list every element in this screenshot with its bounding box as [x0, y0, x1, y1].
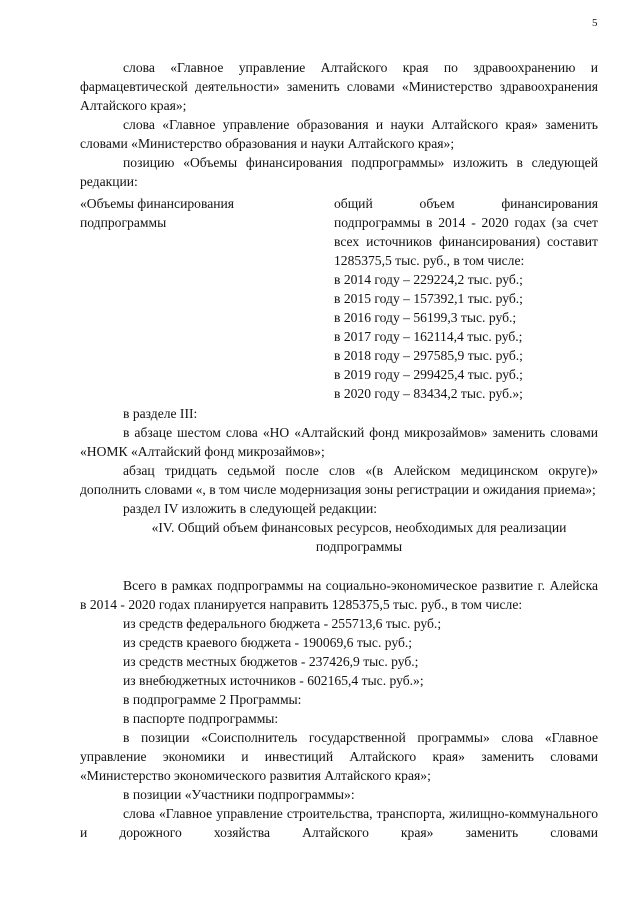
paragraph: Всего в рамках подпрограммы на социально-экономическое развитие г. Алейска в 2014 - 2020 годах планируется направить 1285375,5 тыс. руб., в том числе: [80, 578, 598, 612]
year-line: в 2020 году – 83434,2 тыс. руб.»; [334, 386, 523, 401]
source-line: из средств краевого бюджета - 190069,6 тыс. руб.; [123, 635, 413, 650]
paragraph: слова «Главное управление Алтайского края по здравоохранению и фармацевтической деятельности» заменить словами «Министерство здравоохранения Алтайского края»; [80, 60, 598, 113]
table-intro: общий объем финансирования подпрограммы в 2014 - 2020 годах (за счет всех источников финансирования) составит 1285375,5 тыс. руб., в том числе: [334, 196, 598, 268]
paragraph: позицию «Объемы финансирования подпрограммы» изложить в следующей редакции: [80, 155, 598, 189]
paragraph: в абзаце шестом слова «НО «Алтайский фонд микрозаймов» заменить словами «НОМК «Алтайский фонд микрозаймов»; [80, 425, 598, 459]
document-body [80, 58, 598, 842]
year-line: в 2018 году – 297585,9 тыс. руб.; [334, 348, 523, 363]
paragraph: абзац тридцать седьмой после слов «(в Алейском медицинском округе)» дополнить словами «, в том числе модернизация зоны регистрации и ожидания приема»; [80, 463, 598, 497]
spacer [80, 556, 598, 576]
paragraph: в подпрограмме 2 Программы: [123, 692, 302, 707]
paragraph: в позиции «Соисполнитель государственной программы» слова «Главное управление экономики и инвестиций Алтайского края» заменить словами «Министерство экономического развития Алтайского края»; [80, 730, 598, 783]
year-line: в 2014 году – 229224,2 тыс. руб.; [334, 272, 523, 287]
page-number: 5 [592, 17, 598, 29]
source-line: из внебюджетных источников - 602165,4 тыс. руб.»; [123, 673, 424, 688]
financing-table [80, 194, 598, 403]
year-line: в 2019 году – 299425,4 тыс. руб.; [334, 367, 523, 382]
source-line: из средств местных бюджетов - 237426,9 тыс. руб.; [123, 654, 419, 669]
paragraph: в позиции «Участники подпрограммы»: [123, 787, 355, 802]
section-heading: «IV. Общий объем финансовых ресурсов, необходимых для реализации подпрограммы [151, 520, 567, 554]
year-line: в 2016 году – 56199,3 тыс. руб.; [334, 310, 517, 325]
paragraph: слова «Главное управление строительства, транспорта, жилищно-коммунального и дорожного хозяйства Алтайского края» заменить словами [80, 806, 598, 840]
year-line: в 2017 году – 162114,4 тыс. руб.; [334, 329, 523, 344]
paragraph: в паспорте подпрограммы: [123, 711, 279, 726]
table-right-cell [334, 194, 598, 403]
table-left-cell: «Объемы финансирования подпрограммы [80, 196, 235, 230]
year-line: в 2015 году – 157392,1 тыс. руб.; [334, 291, 523, 306]
paragraph: в разделе III: [123, 406, 198, 421]
source-line: из средств федерального бюджета - 255713,6 тыс. руб.; [123, 616, 442, 631]
paragraph: слова «Главное управление образования и науки Алтайского края» заменить словами «Министерство образования и науки Алтайского края»; [80, 117, 598, 151]
paragraph: раздел IV изложить в следующей редакции: [123, 501, 378, 516]
